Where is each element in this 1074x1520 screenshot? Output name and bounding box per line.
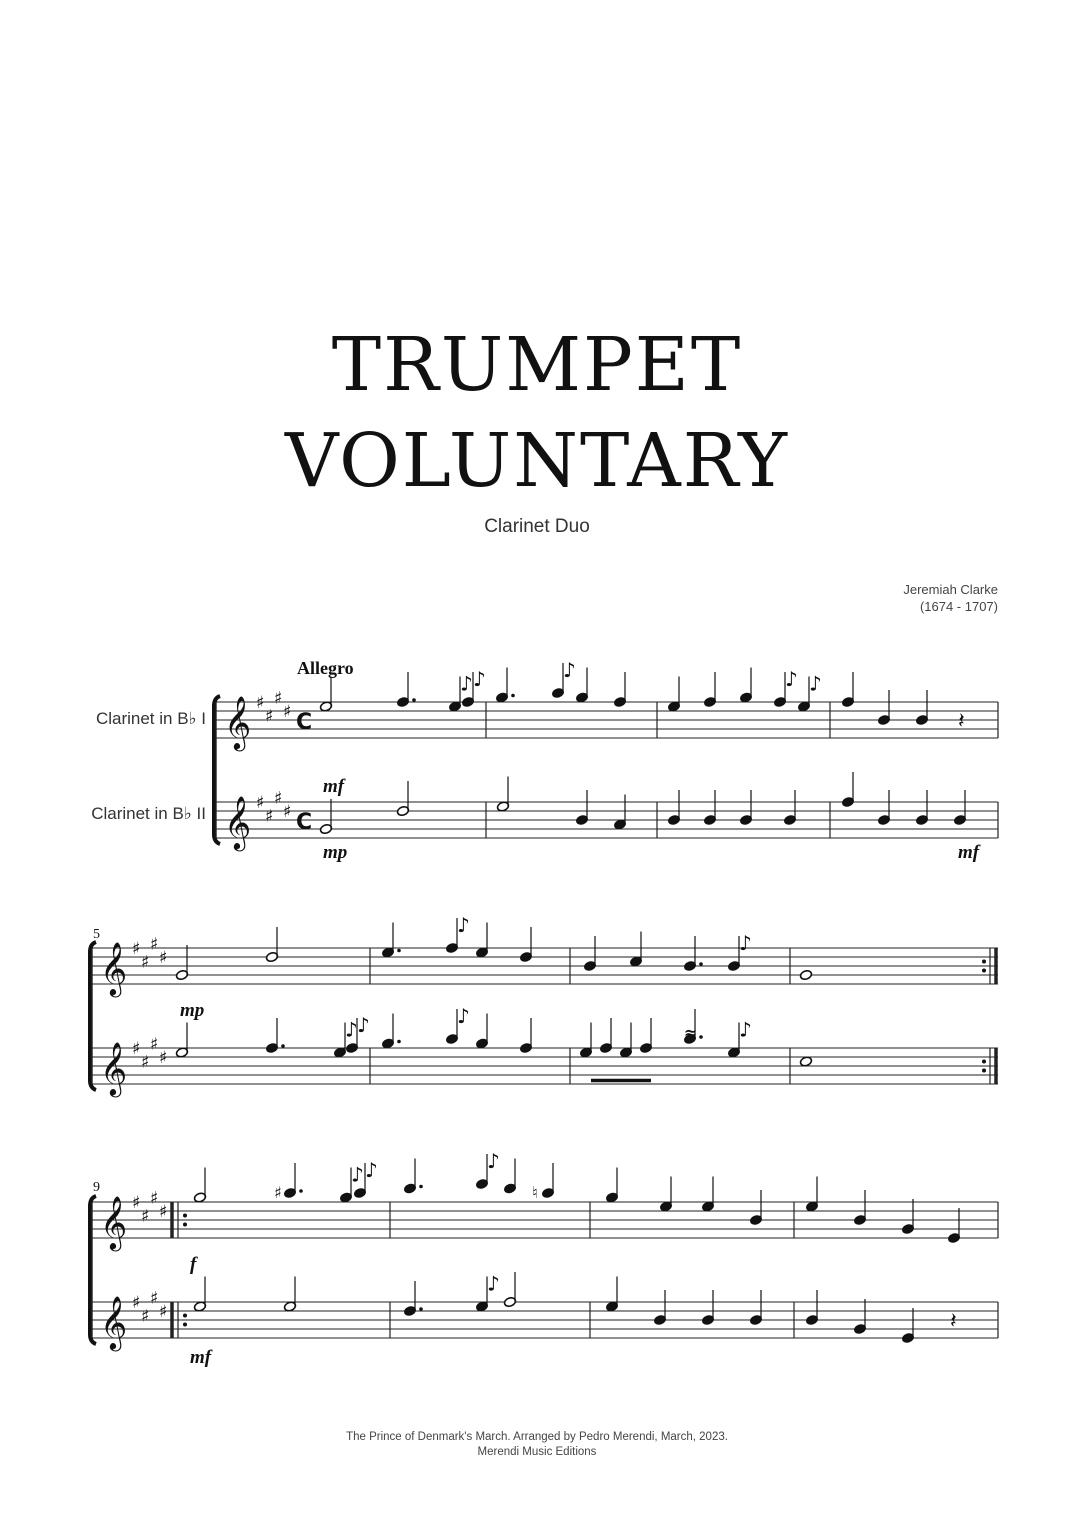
sharp-icon: ♯ bbox=[150, 1288, 159, 1309]
repeat-dot bbox=[183, 1323, 187, 1327]
notehead bbox=[799, 1056, 812, 1067]
system-bracket bbox=[90, 1196, 96, 1344]
flag-icon: ♪ bbox=[473, 667, 486, 691]
sharp-icon: ♯ bbox=[150, 1034, 159, 1055]
flag-icon: ♪ bbox=[357, 1013, 370, 1037]
dot bbox=[511, 694, 515, 698]
flag-icon: ♪ bbox=[487, 1271, 500, 1296]
sharp-icon: ♯ bbox=[159, 1202, 168, 1222]
flag-icon: ♪ bbox=[351, 1162, 364, 1187]
repeat-dot bbox=[183, 1223, 187, 1227]
measure-number-5: 5 bbox=[93, 927, 100, 942]
title-line-1: TRUMPET bbox=[331, 322, 743, 408]
dynamic-f: f bbox=[190, 1254, 197, 1275]
repeat-dot bbox=[982, 960, 986, 964]
flag-icon: ♪ bbox=[460, 671, 473, 696]
quarter-rest-icon: 𝄽 bbox=[950, 1309, 957, 1334]
treble-clef-icon: 𝄞 bbox=[100, 1195, 128, 1249]
dynamic-mf-2: mf bbox=[958, 842, 980, 863]
flag-icon: ♪ bbox=[739, 931, 752, 955]
flag-icon: ♪ bbox=[345, 1017, 358, 1042]
flag-icon: ♪ bbox=[809, 671, 822, 696]
common-time-icon: C bbox=[296, 710, 313, 735]
title-line-2: VOLUNTARY bbox=[284, 418, 790, 504]
footer-credit: The Prince of Denmark's March. Arranged by Pedro Merendi, March, 2023. bbox=[346, 1431, 728, 1443]
quarter-rest-icon: 𝄽 bbox=[958, 709, 965, 734]
sharp-icon: ♯ bbox=[256, 793, 265, 813]
dynamic-mf-1: mf bbox=[323, 776, 345, 797]
subtitle: Clarinet Duo bbox=[484, 516, 590, 537]
flag-icon: ♪ bbox=[365, 1158, 378, 1182]
sharp-icon: ♯ bbox=[265, 806, 274, 827]
dot bbox=[419, 1185, 423, 1189]
repeat-dot bbox=[982, 1069, 986, 1073]
part-label-clarinet-2: Clarinet in B♭ II bbox=[91, 804, 206, 823]
system-bracket bbox=[90, 942, 96, 1090]
sharp-icon: ♯ bbox=[159, 1302, 168, 1322]
dynamic-mp-1: mp bbox=[323, 842, 348, 863]
system-bracket bbox=[214, 696, 220, 844]
sharp-icon: ♯ bbox=[150, 1188, 159, 1209]
sharp-icon: ♯ bbox=[283, 702, 292, 722]
repeat-dot bbox=[183, 1314, 187, 1318]
sharp-icon: ♯ bbox=[141, 1306, 150, 1327]
sharp-icon: ♯ bbox=[141, 1206, 150, 1227]
flag-icon: ♪ bbox=[563, 658, 576, 682]
repeat-dot bbox=[183, 1214, 187, 1218]
flag-icon: ♪ bbox=[457, 913, 470, 937]
accidental-icon: ♮ bbox=[532, 1183, 538, 1202]
sharp-icon: ♯ bbox=[274, 788, 283, 809]
sharp-icon: ♯ bbox=[256, 693, 265, 713]
composer-dates: (1674 - 1707) bbox=[919, 599, 998, 614]
common-time-icon: C bbox=[296, 810, 313, 835]
dot bbox=[699, 1035, 703, 1039]
repeat-dot bbox=[982, 969, 986, 973]
composer-name: Jeremiah Clarke bbox=[903, 582, 998, 597]
notation-drawing bbox=[90, 658, 998, 1351]
flag-icon: ♪ bbox=[487, 1149, 500, 1173]
dynamic-mp-2: mp bbox=[180, 1000, 205, 1021]
repeat-dot bbox=[982, 1060, 986, 1064]
accidental-icon: ♯ bbox=[274, 1183, 282, 1202]
flag-icon: ♪ bbox=[739, 1017, 752, 1042]
part-label-clarinet-1: Clarinet in B♭ I bbox=[95, 709, 206, 728]
mordent-icon: ≈ bbox=[684, 1023, 698, 1042]
flag-icon: ♪ bbox=[457, 1004, 470, 1028]
sharp-icon: ♯ bbox=[150, 934, 159, 955]
dot bbox=[419, 1307, 423, 1311]
sharp-icon: ♯ bbox=[132, 1193, 141, 1213]
flag-icon: ♪ bbox=[785, 667, 798, 691]
sharp-icon: ♯ bbox=[141, 1052, 150, 1073]
treble-clef-icon: 𝄞 bbox=[100, 1041, 128, 1095]
notehead bbox=[799, 969, 812, 980]
dot bbox=[397, 949, 401, 953]
measure-number-9: 9 bbox=[93, 1180, 100, 1195]
sharp-icon: ♯ bbox=[159, 948, 168, 968]
dot bbox=[281, 1044, 285, 1048]
treble-clef-icon: 𝄞 bbox=[100, 1295, 128, 1349]
sharp-icon: ♯ bbox=[132, 1039, 141, 1059]
dot bbox=[397, 1040, 401, 1044]
sharp-icon: ♯ bbox=[283, 802, 292, 822]
treble-clef-icon: 𝄞 bbox=[224, 695, 252, 749]
sharp-icon: ♯ bbox=[132, 939, 141, 959]
footer-publisher: Merendi Music Editions bbox=[477, 1446, 597, 1458]
sharp-icon: ♯ bbox=[132, 1293, 141, 1313]
sharp-icon: ♯ bbox=[141, 952, 150, 973]
dot bbox=[412, 698, 416, 702]
tempo-marking: Allegro bbox=[297, 658, 354, 678]
dot bbox=[699, 962, 703, 966]
treble-clef-icon: 𝄞 bbox=[100, 941, 128, 995]
sharp-icon: ♯ bbox=[274, 688, 283, 709]
sharp-icon: ♯ bbox=[159, 1048, 168, 1068]
sharp-icon: ♯ bbox=[265, 706, 274, 727]
dot bbox=[299, 1189, 303, 1193]
treble-clef-icon: 𝄞 bbox=[224, 795, 252, 849]
dynamic-mf-3: mf bbox=[190, 1347, 212, 1368]
